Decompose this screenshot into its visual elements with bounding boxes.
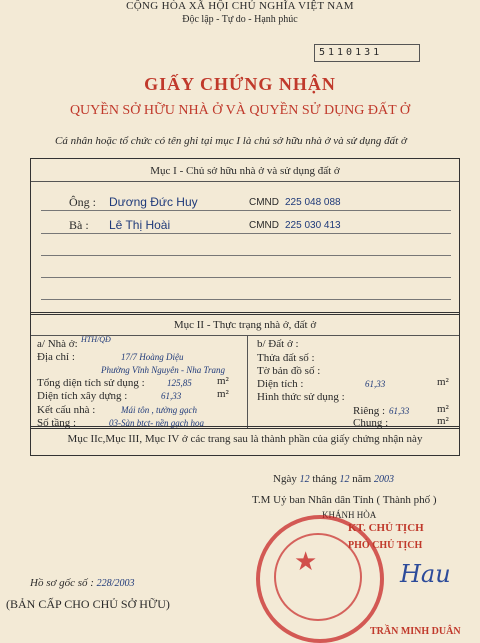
date-prefix: Ngày bbox=[273, 473, 297, 485]
owner-name: Lê Thị Hoài bbox=[109, 218, 171, 232]
province-name: KHÁNH HÒA bbox=[322, 510, 377, 520]
date-month-label: tháng bbox=[312, 473, 337, 485]
section3-text: Mục IIc,Mục III, Mục IV ở các trang sau là thành phần của giấy chứng nhận này bbox=[67, 433, 423, 445]
floors-label: Số tầng : bbox=[37, 417, 77, 429]
column-divider bbox=[247, 336, 248, 428]
date-month: 12 bbox=[339, 474, 350, 485]
private-area: 61,33 bbox=[389, 406, 410, 416]
address-line1: 17/7 Hoàng Diệu bbox=[121, 352, 184, 362]
private-label: Riêng : bbox=[353, 405, 386, 417]
area-unit: m² bbox=[437, 415, 449, 427]
motto: Độc lập - Tự do - Hạnh phúc bbox=[182, 14, 298, 25]
cmnd-label: CMND bbox=[249, 197, 279, 208]
signer-name: TRẦN MINH DUÂN bbox=[370, 626, 461, 637]
cmnd-label: CMND bbox=[249, 220, 279, 231]
divider bbox=[41, 299, 451, 300]
vice-title: PHÓ CHỦ TỊCH bbox=[348, 540, 423, 551]
file-number-value: 228/2003 bbox=[96, 578, 135, 589]
address-line2: Phường Vĩnh Nguyên - Nha Trang bbox=[101, 365, 225, 375]
date-day: 12 bbox=[299, 474, 310, 485]
issuing-authority: T.M Uỷ ban Nhân dân Tỉnh ( Thành phố ) bbox=[252, 494, 437, 506]
intro-text: Cá nhân hoặc tổ chức có tên ghi tại mục I là chủ sở hữu nhà ở và sử dụng đất ở bbox=[55, 135, 407, 147]
house-note: HTH/QĐ bbox=[81, 335, 111, 344]
official-seal bbox=[256, 515, 384, 643]
house-header: a/ Nhà ở: bbox=[37, 338, 78, 350]
date-year: 2003 bbox=[373, 474, 394, 485]
land-area: 61,33 bbox=[365, 379, 386, 389]
shared-label: Chung : bbox=[353, 417, 389, 429]
issued-for: (BẢN CẤP CHO CHỦ SỞ HỮU) bbox=[6, 597, 170, 611]
divider bbox=[41, 255, 451, 256]
owner-label: Bà : bbox=[69, 218, 89, 232]
usage-label: Hình thức sử dụng : bbox=[257, 391, 345, 403]
file-number-label: Hồ sơ gốc số : bbox=[30, 577, 94, 589]
owner-label: Ông : bbox=[69, 195, 96, 209]
area-unit: m² bbox=[217, 388, 229, 400]
divider bbox=[31, 181, 459, 182]
divider bbox=[41, 210, 451, 211]
total-area-label: Tổng diện tích sử dụng : bbox=[37, 377, 145, 389]
area-unit: m² bbox=[217, 375, 229, 387]
section2-title: Mục II - Thực trạng nhà ở, đất ở bbox=[173, 319, 317, 331]
kt-title: KT. CHỦ TỊCH bbox=[348, 522, 424, 534]
section-property bbox=[30, 312, 460, 429]
built-area: 61,33 bbox=[161, 391, 182, 401]
section-note bbox=[30, 426, 460, 456]
country-header: CỘNG HÒA XÃ HỘI CHỦ NGHĨA VIỆT NAM bbox=[126, 0, 354, 12]
land-header: b/ Đất ở : bbox=[257, 338, 299, 350]
structure-label: Kết cấu nhà : bbox=[37, 404, 96, 416]
land-area-label: Diện tích : bbox=[257, 378, 304, 390]
document-subtitle: QUYỀN SỞ HỮU NHÀ Ở VÀ QUYỀN SỬ DỤNG ĐẤT Ở bbox=[69, 103, 411, 118]
section-owners bbox=[30, 158, 460, 315]
area-unit: m² bbox=[437, 403, 449, 415]
total-area: 125,85 bbox=[167, 378, 192, 388]
plot-label: Thửa đất số : bbox=[257, 352, 315, 364]
document-title: GIẤY CHỨNG NHẬN bbox=[144, 74, 336, 94]
map-label: Tờ bản đồ số : bbox=[257, 365, 321, 377]
date-year-label: năm bbox=[352, 473, 372, 485]
cmnd-number: 225 030 413 bbox=[285, 220, 341, 231]
cmnd-number: 225 048 088 bbox=[285, 197, 341, 208]
area-unit: m² bbox=[437, 376, 449, 388]
serial-number: 5110131 bbox=[314, 44, 420, 62]
section1-title: Mục I - Chủ sở hữu nhà ở và sử dụng đất ở bbox=[150, 165, 340, 177]
signature: Hau bbox=[400, 560, 451, 588]
floors: 03-Sàn btct- nền gạch hoa bbox=[109, 418, 204, 428]
owner-name: Dương Đức Huy bbox=[109, 195, 198, 209]
address-label: Địa chỉ : bbox=[37, 351, 75, 363]
file-number bbox=[30, 577, 134, 589]
issue-date bbox=[273, 473, 394, 485]
built-area-label: Diện tích xây dựng : bbox=[37, 390, 128, 402]
divider bbox=[41, 277, 451, 278]
star-emblem-icon: ★ bbox=[294, 547, 318, 576]
divider bbox=[41, 233, 451, 234]
structure: Mái tôn , tường gạch bbox=[121, 405, 197, 415]
